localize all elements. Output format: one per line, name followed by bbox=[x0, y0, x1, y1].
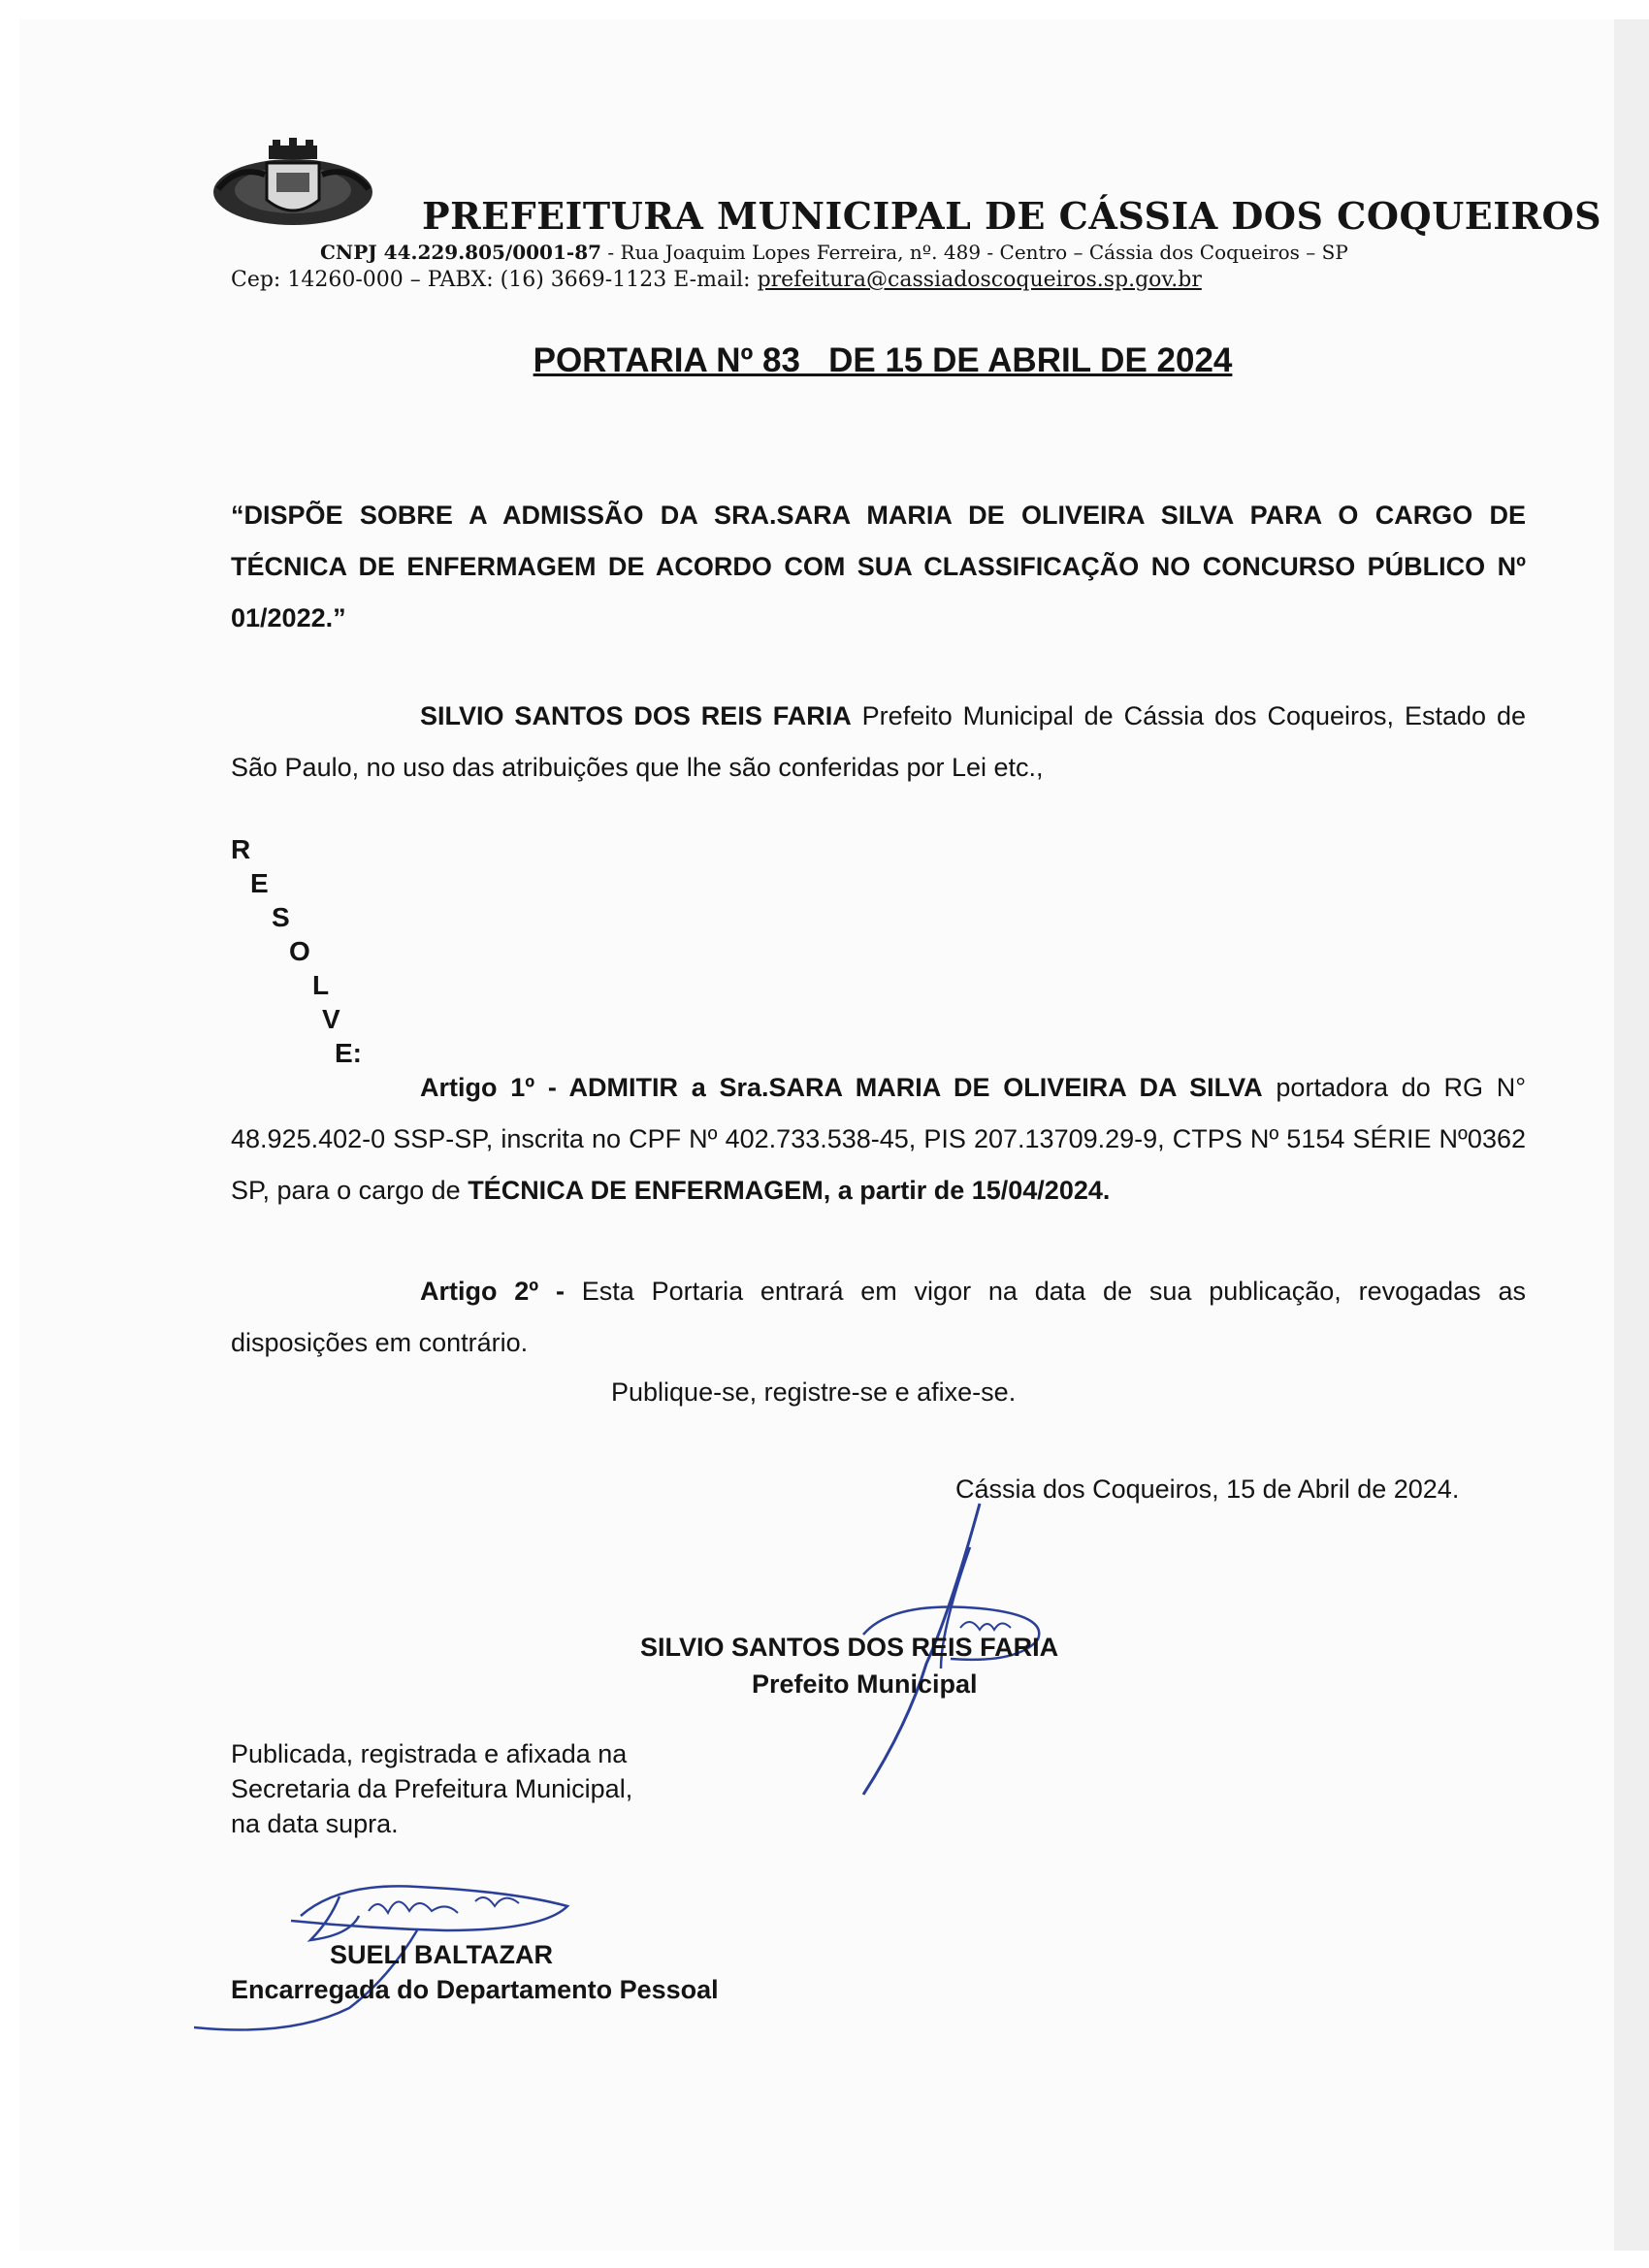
resolve-letter: L bbox=[312, 970, 330, 1000]
header-title: PREFEITURA MUNICIPAL DE CÁSSIA DOS COQUEIROS bbox=[422, 194, 1602, 238]
mayor-role: Prefeito Municipal bbox=[752, 1669, 978, 1699]
publique-line: Publique-se, registre-se e afixe-se. bbox=[611, 1377, 1017, 1407]
header-email: prefeitura@cassiadoscoqueiros.sp.gov.br bbox=[757, 268, 1202, 292]
artigo-1-cargo: TÉCNICA DE ENFERMAGEM, a partir de 15/04/2024. bbox=[468, 1176, 1111, 1205]
publication-line-2: Secretaria da Prefeitura Municipal, bbox=[231, 1774, 633, 1803]
publication-line-3: na data supra. bbox=[231, 1809, 399, 1838]
header-contact: Cep: 14260-000 – PABX: (16) 3669-1123 E-mail: bbox=[231, 268, 758, 292]
publication-note bbox=[231, 1736, 632, 1841]
artigo-1-body: portadora do RG N° 48.925.402-0 SSP-SP, inscrita no CPF Nº 402.733.538-45, PIS 207.13709.29-9, CTPS Nº 5154 SÉRIE Nº0362 SP, para o cargo de bbox=[231, 1073, 1527, 1205]
preamble-name: SILVIO SANTOS DOS REIS FARIA bbox=[420, 701, 852, 730]
resolve-letter: E: bbox=[335, 1038, 362, 1068]
artigo-1-lead: ADMITIR a Sra.SARA MARIA DE OLIVEIRA DA SILVA bbox=[568, 1073, 1263, 1102]
hr-role: Encarregada do Departamento Pessoal bbox=[231, 1975, 719, 2004]
artigo-1-label: Artigo 1º - bbox=[420, 1073, 569, 1102]
resolve-letter: V bbox=[322, 1004, 340, 1034]
hr-name: SUELI BALTAZAR bbox=[330, 1940, 553, 1969]
local-date: Cássia dos Coqueiros, 15 de Abril de 2024. bbox=[955, 1474, 1460, 1504]
ementa: “DISPÕE SOBRE A ADMISSÃO DA SRA.SARA MARIA DE OLIVEIRA SILVA PARA O CARGO DE TÉCNICA DE ENFERMAGEM DE ACORDO COM SUA CLASSIFICAÇÃO NO CONCURSO PÚBLICO Nº 01/2022.” bbox=[231, 501, 1526, 632]
artigo-1 bbox=[231, 1062, 1526, 1216]
resolve-letter: R bbox=[231, 834, 251, 864]
publication-line-1: Publicada, registrada e afixada na bbox=[231, 1739, 628, 1768]
preamble-text: Prefeito Municipal de Cássia dos Coqueiros, Estado de São Paulo, no uso das atribuições que lhe são conferidas por Lei etc., bbox=[231, 701, 1526, 782]
artigo-2-label: Artigo 2º - bbox=[420, 1277, 582, 1306]
header-address-line bbox=[320, 241, 1484, 264]
header-address: - Rua Joaquim Lopes Ferreira, nº. 489 - Centro – Cássia dos Coqueiros – SP bbox=[601, 241, 1348, 264]
mayor-name: SILVIO SANTOS DOS REIS FARIA bbox=[640, 1633, 1059, 1662]
municipal-seal-icon bbox=[209, 136, 378, 233]
artigo-2 bbox=[231, 1266, 1526, 1369]
resolve-letter: E bbox=[250, 868, 269, 898]
preamble-paragraph bbox=[231, 691, 1526, 794]
resolve-letter: S bbox=[272, 902, 290, 932]
header-contact-line bbox=[231, 268, 1395, 292]
resolve-letter: O bbox=[289, 936, 310, 966]
header-cnpj: CNPJ 44.229.805/0001-87 bbox=[320, 241, 602, 264]
portaria-title: PORTARIA Nº 83 DE 15 DE ABRIL DE 2024 bbox=[533, 341, 1233, 379]
artigo-2-body: Esta Portaria entrará em vigor na data de sua publicação, revogadas as disposições em contrário. bbox=[231, 1277, 1526, 1357]
